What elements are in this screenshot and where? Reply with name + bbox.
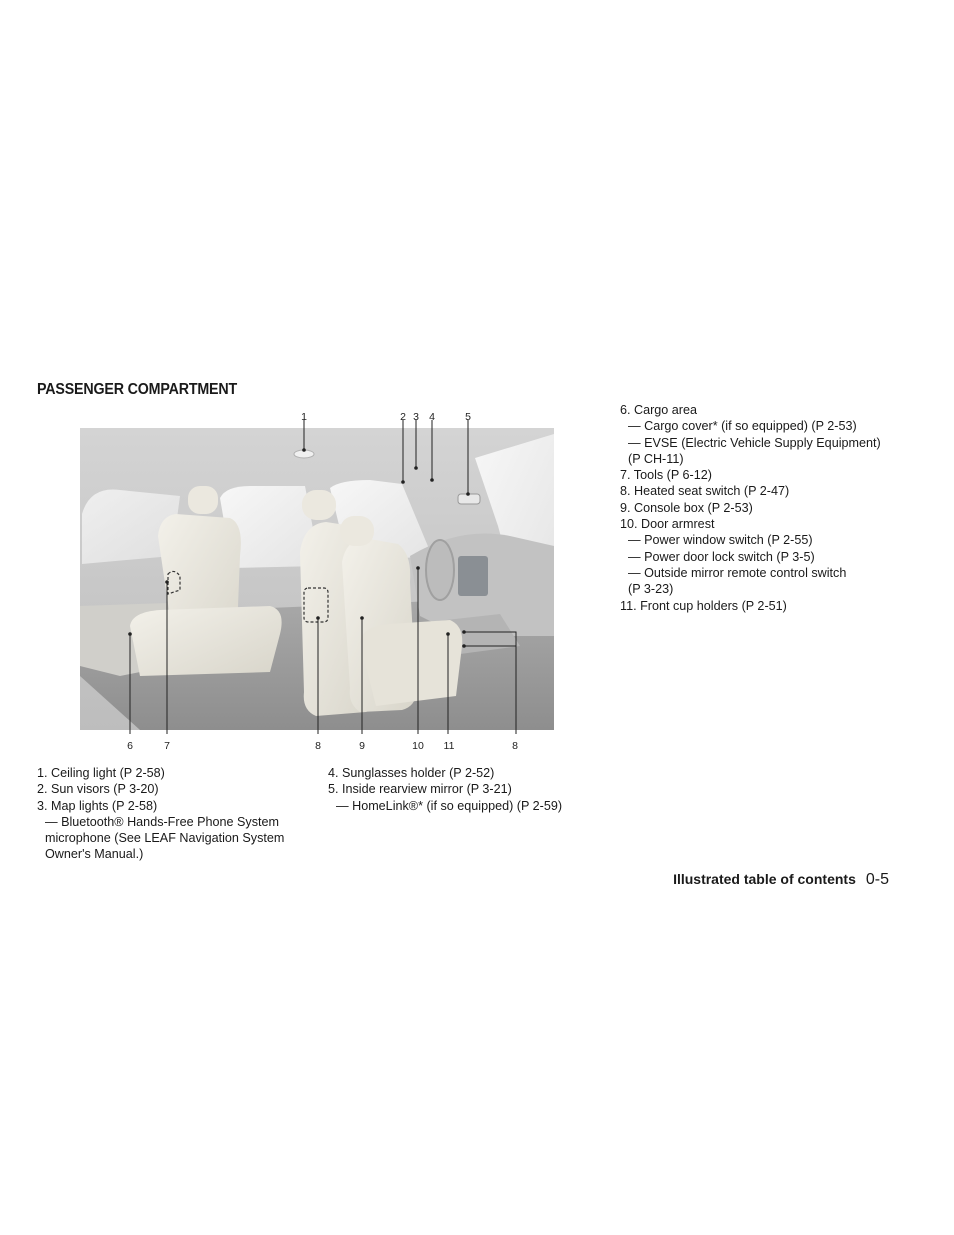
list-item: 11. Front cup holders (P 2-51) — [620, 598, 787, 613]
list-item: — Power window switch (P 2-55) — [628, 533, 813, 548]
legend-list-right — [620, 402, 881, 614]
legend-list-left — [37, 765, 284, 863]
list-item: (P 3-23) — [628, 582, 674, 597]
list-item: — Outside mirror remote control switch — [628, 565, 847, 580]
list-item: 1. Ceiling light (P 2-58) — [37, 766, 165, 780]
callout-6: 6 — [127, 740, 133, 752]
page-footer — [673, 871, 889, 889]
callout-8b: 8 — [512, 740, 518, 752]
list-item: 8. Heated seat switch (P 2-47) — [620, 484, 790, 499]
callout-9: 9 — [359, 740, 365, 752]
list-item: — Cargo cover* (if so equipped) (P 2-53) — [628, 419, 857, 434]
callout-1: 1 — [301, 411, 307, 423]
page-number: 0-5 — [865, 871, 889, 888]
list-item: 6. Cargo area — [620, 403, 698, 417]
callout-3: 3 — [413, 411, 419, 423]
list-item: 5. Inside rearview mirror (P 3-21) — [328, 782, 512, 797]
callout-2: 2 — [400, 411, 406, 423]
callout-4: 4 — [429, 411, 435, 423]
list-item: 7. Tools (P 6-12) — [620, 468, 712, 483]
list-item: Owner's Manual.) — [45, 847, 144, 862]
passenger-compartment-illustration — [80, 406, 556, 758]
section-title: PASSENGER COMPARTMENT — [37, 381, 238, 398]
callout-7: 7 — [164, 740, 170, 752]
callout-11: 11 — [443, 740, 455, 752]
list-item: — Power door lock switch (P 3-5) — [628, 549, 815, 564]
list-item: 10. Door armrest — [620, 517, 715, 532]
legend-list-middle — [328, 765, 562, 814]
list-item: 2. Sun visors (P 3-20) — [37, 782, 159, 797]
list-item: 3. Map lights (P 2-58) — [37, 798, 158, 813]
list-item: 9. Console box (P 2-53) — [620, 500, 753, 515]
footer-section-title: Illustrated table of contents — [673, 871, 856, 887]
callout-10: 10 — [412, 740, 424, 752]
list-item: — HomeLink®* (if so equipped) (P 2-59) — [336, 798, 563, 813]
list-item: — Bluetooth® Hands-Free Phone System — [45, 814, 279, 829]
callout-5: 5 — [465, 411, 471, 423]
list-item: 4. Sunglasses holder (P 2-52) — [328, 766, 495, 780]
list-item: — EVSE (Electric Vehicle Supply Equipment) — [628, 435, 881, 450]
list-item: microphone (See LEAF Navigation System — [45, 831, 285, 846]
list-item: (P CH-11) — [628, 451, 684, 466]
callout-8a: 8 — [315, 740, 321, 752]
